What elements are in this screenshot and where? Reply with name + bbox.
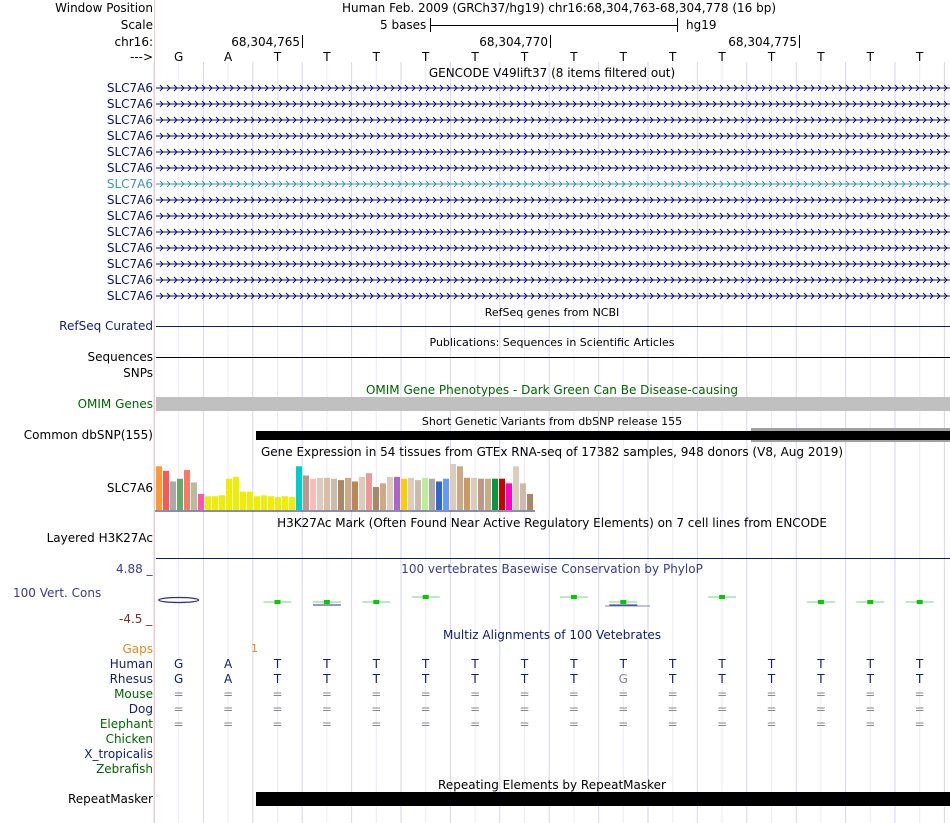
- gtex-tissue-bar[interactable]: [352, 481, 358, 510]
- gencode-transcript-label[interactable]: SLC7A6: [106, 241, 153, 255]
- phylop-score-mark: [867, 600, 873, 604]
- gtex-expression-chart[interactable]: [155, 460, 535, 512]
- multiz-base: T: [323, 672, 331, 686]
- gtex-tissue-bar[interactable]: [296, 466, 302, 510]
- multiz-base: =: [766, 702, 777, 716]
- multiz-base: =: [667, 702, 678, 716]
- scale-bar-left-tick: [430, 18, 431, 32]
- coordinate-label: 68,304,765: [231, 35, 300, 49]
- multiz-base: =: [272, 702, 283, 716]
- gencode-transcript-label[interactable]: SLC7A6: [106, 289, 153, 303]
- gencode-transcript-line[interactable]: [156, 99, 950, 109]
- multiz-base: =: [568, 687, 579, 701]
- phylop-max-label: 4.88 _: [116, 562, 153, 576]
- gencode-transcript-line[interactable]: [156, 243, 950, 253]
- multiz-base: =: [519, 717, 530, 731]
- gencode-transcript-line[interactable]: [156, 115, 950, 125]
- multiz-base: =: [815, 702, 826, 716]
- gtex-tissue-bar[interactable]: [450, 464, 456, 510]
- base-letter: T: [471, 50, 479, 64]
- gencode-transcript-label[interactable]: SLC7A6: [106, 209, 153, 223]
- gencode-transcript-label[interactable]: SLC7A6: [106, 225, 153, 239]
- multiz-base: =: [321, 687, 332, 701]
- gtex-tissue-bar[interactable]: [422, 478, 428, 510]
- omim-track-title: OMIM Gene Phenotypes - Dark Green Can Be Disease-causing: [365, 383, 739, 397]
- gencode-transcript-line[interactable]: [156, 163, 950, 173]
- phylop-score-mark: [719, 595, 725, 599]
- multiz-base: =: [815, 687, 826, 701]
- gtex-tissue-bar[interactable]: [317, 478, 323, 510]
- gtex-tissue-bar[interactable]: [520, 483, 526, 510]
- gtex-tissue-bar[interactable]: [254, 496, 260, 510]
- multiz-base: T: [767, 672, 776, 686]
- phylop-track-label[interactable]: 100 Vert. Cons: [13, 586, 102, 600]
- multiz-gap-marker: 1: [251, 642, 258, 655]
- multiz-species-label[interactable]: Zebrafish: [96, 762, 153, 776]
- gencode-transcript-line[interactable]: [156, 259, 950, 269]
- gtex-tissue-bar[interactable]: [464, 478, 470, 510]
- gtex-tissue-bar[interactable]: [331, 479, 337, 510]
- multiz-base: T: [372, 672, 380, 686]
- multiz-species-label[interactable]: Rhesus: [109, 672, 153, 686]
- multiz-base: =: [717, 717, 728, 731]
- gtex-tissue-bar[interactable]: [394, 477, 400, 510]
- refseq-track-line[interactable]: [156, 326, 950, 327]
- base-letter: T: [323, 50, 331, 64]
- multiz-track-title: Multiz Alignments of 100 Vetebrates: [442, 628, 662, 642]
- multiz-base: T: [520, 657, 529, 671]
- gtex-tissue-bar[interactable]: [499, 479, 505, 510]
- multiz-base: =: [173, 687, 184, 701]
- gtex-tissue-bar[interactable]: [247, 492, 253, 510]
- gencode-transcript-line[interactable]: [156, 147, 950, 157]
- publications-track-label[interactable]: Sequences: [87, 350, 153, 364]
- gtex-tissue-bar[interactable]: [205, 496, 211, 510]
- multiz-base: =: [667, 687, 678, 701]
- left-margin-divider: [154, 0, 155, 823]
- base-letter: T: [718, 50, 726, 64]
- multiz-base: T: [273, 657, 282, 671]
- scale-bar: [430, 25, 678, 26]
- omim-track-label[interactable]: OMIM Genes: [77, 397, 153, 411]
- multiz-base: =: [321, 702, 332, 716]
- gtex-tissue-bar[interactable]: [268, 496, 274, 510]
- gencode-transcript-label[interactable]: SLC7A6: [106, 193, 153, 207]
- gencode-transcript-line[interactable]: [156, 83, 950, 93]
- gencode-transcript-label[interactable]: SLC7A6: [106, 257, 153, 271]
- base-letter: T: [570, 50, 578, 64]
- gtex-tissue-bar[interactable]: [289, 497, 295, 510]
- refseq-track-title: RefSeq genes from NCBI: [484, 306, 620, 319]
- gtex-tissue-bar[interactable]: [457, 466, 463, 510]
- phylop-score-mark: [620, 600, 626, 604]
- multiz-base: =: [568, 702, 579, 716]
- multiz-base: =: [420, 702, 431, 716]
- gtex-tissue-bar[interactable]: [401, 479, 407, 510]
- gtex-tissue-bar[interactable]: [163, 471, 169, 510]
- multiz-base: T: [669, 672, 677, 686]
- gtex-tissue-bar[interactable]: [485, 479, 491, 510]
- gencode-transcript-line[interactable]: [156, 195, 950, 205]
- gencode-transcript-line[interactable]: [156, 227, 950, 237]
- gtex-tissue-bar[interactable]: [184, 470, 190, 510]
- phylop-conservation-plot[interactable]: [155, 580, 950, 620]
- multiz-species-label[interactable]: Mouse: [114, 687, 153, 701]
- gtex-tissue-bar[interactable]: [506, 483, 512, 510]
- multiz-base: T: [866, 672, 874, 686]
- multiz-base: G: [618, 672, 628, 686]
- multiz-base: T: [718, 657, 726, 671]
- multiz-base: T: [422, 672, 430, 686]
- multiz-base: =: [618, 687, 629, 701]
- multiz-base: =: [568, 717, 579, 731]
- base-letter: A: [223, 50, 233, 64]
- multiz-base: =: [519, 687, 530, 701]
- gtex-tissue-bar[interactable]: [191, 482, 197, 510]
- gtex-tissue-bar[interactable]: [429, 479, 435, 510]
- window-position-label: Window Position: [55, 1, 153, 15]
- multiz-base: =: [470, 702, 481, 716]
- repeatmasker-track-title: Repeating Elements by RepeatMasker: [438, 778, 666, 792]
- multiz-base: T: [767, 657, 776, 671]
- multiz-base: A: [223, 672, 233, 686]
- snps-track-label[interactable]: SNPs: [123, 366, 153, 380]
- multiz-base: =: [223, 702, 234, 716]
- gencode-transcript-label[interactable]: SLC7A6: [106, 273, 153, 287]
- multiz-base: A: [223, 657, 233, 671]
- multiz-base: T: [916, 672, 924, 686]
- multiz-base: T: [471, 672, 479, 686]
- gtex-tissue-bar[interactable]: [373, 487, 379, 510]
- gtex-tissue-bar[interactable]: [282, 496, 288, 510]
- publications-track-line[interactable]: [156, 357, 950, 358]
- refseq-track-label[interactable]: RefSeq Curated: [59, 319, 153, 333]
- base-letter: T: [767, 50, 776, 64]
- gtex-tissue-bar[interactable]: [275, 497, 281, 510]
- multiz-base: =: [272, 687, 283, 701]
- multiz-base: =: [371, 717, 382, 731]
- gtex-tissue-bar[interactable]: [359, 477, 365, 510]
- multiz-base: =: [223, 717, 234, 731]
- multiz-base: =: [914, 702, 925, 716]
- repeatmasker-element[interactable]: [256, 792, 950, 806]
- gtex-tissue-bar[interactable]: [177, 479, 183, 510]
- multiz-base: T: [570, 657, 578, 671]
- gtex-tissue-bar[interactable]: [156, 466, 162, 510]
- phylop-score-mark: [324, 600, 330, 604]
- base-letter: T: [372, 50, 380, 64]
- h3k27ac-track-baseline: [156, 558, 950, 559]
- gtex-tissue-bar[interactable]: [380, 483, 386, 510]
- gtex-tissue-bar[interactable]: [310, 479, 316, 510]
- multiz-base: T: [273, 672, 282, 686]
- repeatmasker-track-label[interactable]: RepeatMasker: [67, 792, 153, 806]
- multiz-base: T: [422, 657, 430, 671]
- gtex-tissue-bar[interactable]: [443, 479, 449, 510]
- multiz-base: =: [371, 702, 382, 716]
- multiz-species-label[interactable]: Human: [109, 657, 153, 671]
- h3k27ac-track-label[interactable]: Layered H3K27Ac: [46, 531, 153, 545]
- multiz-base: T: [520, 672, 529, 686]
- gtex-tissue-bar[interactable]: [527, 494, 533, 510]
- gencode-transcript-label[interactable]: SLC7A6: [106, 145, 153, 159]
- phylop-min-label: -4.5 _: [119, 612, 153, 626]
- multiz-base: =: [371, 687, 382, 701]
- gtex-tissue-bar[interactable]: [408, 478, 414, 510]
- gtex-tissue-bar[interactable]: [338, 480, 344, 510]
- multiz-species-label[interactable]: X_tropicalis: [84, 747, 153, 761]
- gtex-tissue-bar[interactable]: [303, 476, 309, 511]
- gencode-transcript-label[interactable]: SLC7A6: [106, 113, 153, 127]
- scale-label: Scale: [120, 18, 153, 32]
- phylop-score-mark: [373, 600, 379, 604]
- multiz-base: T: [866, 657, 874, 671]
- base-letter: T: [619, 50, 627, 64]
- window-position-value: Human Feb. 2009 (GRCh37/hg19) chr16:68,304,763-68,304,778 (16 bp): [342, 1, 777, 15]
- gencode-transcript-line[interactable]: [156, 275, 950, 285]
- scale-bar-right-tick: [677, 18, 678, 32]
- multiz-base: G: [174, 657, 184, 671]
- gtex-tissue-bar[interactable]: [261, 495, 267, 510]
- multiz-base: =: [766, 717, 777, 731]
- multiz-base: =: [173, 702, 184, 716]
- multiz-base: T: [718, 672, 726, 686]
- multiz-base: =: [865, 702, 876, 716]
- base-letter: T: [422, 50, 430, 64]
- coordinate-label: 68,304,775: [728, 35, 797, 49]
- gtex-track-title: Gene Expression in 54 tissues from GTEx RNA-seq of 17382 samples, 948 donors (V8, Aug 2019): [260, 445, 844, 459]
- gtex-tissue-bar[interactable]: [226, 479, 232, 510]
- multiz-base: =: [618, 717, 629, 731]
- gtex-tissue-bar[interactable]: [492, 479, 498, 510]
- phylop-score-mark: [275, 600, 281, 604]
- multiz-base: T: [817, 672, 825, 686]
- gencode-transcript-line[interactable]: [156, 211, 950, 221]
- phylop-score-mark: [423, 595, 429, 599]
- multiz-base: =: [914, 687, 925, 701]
- base-letter: T: [817, 50, 825, 64]
- strand-label: --->: [129, 50, 153, 64]
- multiz-species-label[interactable]: Elephant: [99, 717, 153, 731]
- multiz-base: =: [470, 687, 481, 701]
- base-letter: T: [273, 50, 282, 64]
- gencode-transcript-label[interactable]: SLC7A6: [106, 177, 153, 191]
- multiz-base: T: [817, 657, 825, 671]
- multiz-base: T: [471, 657, 479, 671]
- multiz-base: T: [323, 657, 331, 671]
- multiz-base: G: [174, 672, 184, 686]
- multiz-base: =: [223, 687, 234, 701]
- multiz-base: =: [865, 717, 876, 731]
- coordinate-tick: [302, 35, 303, 48]
- gtex-tissue-bar[interactable]: [233, 477, 239, 510]
- multiz-species-label[interactable]: Chicken: [105, 732, 153, 746]
- multiz-base: =: [272, 717, 283, 731]
- multiz-base: =: [470, 717, 481, 731]
- gtex-tissue-bar[interactable]: [366, 473, 372, 510]
- gtex-tissue-bar[interactable]: [471, 478, 477, 510]
- multiz-base: =: [173, 717, 184, 731]
- scale-text: 5 bases: [380, 18, 427, 32]
- multiz-base: T: [619, 657, 627, 671]
- gencode-transcript-label[interactable]: SLC7A6: [106, 129, 153, 143]
- multiz-base: =: [815, 717, 826, 731]
- dbsnp-track-title: Short Genetic Variants from dbSNP release 155: [421, 415, 683, 428]
- base-letter: T: [669, 50, 677, 64]
- gtex-tissue-bar[interactable]: [436, 481, 442, 510]
- gtex-tissue-bar[interactable]: [240, 492, 246, 510]
- multiz-base: =: [717, 702, 728, 716]
- multiz-base: T: [669, 657, 677, 671]
- multiz-base: T: [570, 672, 578, 686]
- base-letter: T: [866, 50, 874, 64]
- coordinate-tick: [799, 35, 800, 48]
- gtex-tissue-bar[interactable]: [513, 466, 519, 510]
- phylop-score-mark: [159, 598, 199, 603]
- phylop-track-title: 100 vertebrates Basewise Conservation by PhyloP: [401, 562, 703, 576]
- gtex-tissue-bar[interactable]: [324, 478, 330, 510]
- scale-assembly: hg19: [686, 18, 717, 32]
- multiz-base: =: [321, 717, 332, 731]
- gencode-transcript-line[interactable]: [156, 179, 950, 189]
- gtex-track-label[interactable]: SLC7A6: [106, 481, 153, 495]
- multiz-species-label[interactable]: Dog: [128, 702, 153, 716]
- dbsnp-track-label[interactable]: Common dbSNP(155): [23, 428, 153, 442]
- gencode-transcript-line[interactable]: [156, 291, 950, 301]
- multiz-base: =: [618, 702, 629, 716]
- multiz-base: =: [420, 687, 431, 701]
- gtex-tissue-bar[interactable]: [345, 478, 351, 510]
- base-letter: G: [174, 50, 184, 64]
- gtex-tissue-bar[interactable]: [212, 496, 218, 510]
- multiz-gaps-label[interactable]: Gaps: [122, 642, 153, 656]
- gtex-tissue-bar[interactable]: [198, 494, 204, 510]
- gtex-tissue-bar[interactable]: [387, 477, 393, 510]
- multiz-base: =: [420, 717, 431, 731]
- base-letter: T: [916, 50, 924, 64]
- multiz-base: =: [865, 687, 876, 701]
- gencode-transcript-label[interactable]: SLC7A6: [106, 81, 153, 95]
- base-letter: T: [520, 50, 529, 64]
- gtex-tissue-bar[interactable]: [219, 495, 225, 510]
- phylop-score-mark: [818, 600, 824, 604]
- h3k27ac-track-title: H3K27Ac Mark (Often Found Near Active Regulatory Elements) on 7 cell lines from ENCODE: [277, 516, 827, 530]
- coordinate-tick: [550, 35, 551, 48]
- multiz-base: =: [519, 702, 530, 716]
- gtex-tissue-bar[interactable]: [478, 479, 484, 510]
- gencode-transcript-line[interactable]: [156, 131, 950, 141]
- dbsnp-variant-black[interactable]: [256, 431, 950, 440]
- coordinate-label: 68,304,770: [479, 35, 548, 49]
- multiz-base: =: [914, 717, 925, 731]
- multiz-base: =: [766, 687, 777, 701]
- chrom-label: chr16:: [114, 35, 153, 49]
- multiz-base: =: [717, 687, 728, 701]
- gencode-transcript-label[interactable]: SLC7A6: [106, 161, 153, 175]
- gencode-transcript-label[interactable]: SLC7A6: [106, 97, 153, 111]
- multiz-base: T: [916, 657, 924, 671]
- gtex-tissue-bar[interactable]: [415, 480, 421, 510]
- phylop-score-mark: [917, 600, 923, 604]
- publications-track-title: Publications: Sequences in Scientific Articles: [429, 336, 675, 349]
- phylop-score-mark: [571, 595, 577, 599]
- gtex-tissue-bar[interactable]: [170, 481, 176, 510]
- multiz-base: T: [372, 657, 380, 671]
- gencode-track-title: GENCODE V49lift37 (8 items filtered out): [428, 66, 676, 80]
- multiz-base: =: [667, 717, 678, 731]
- omim-track-bar[interactable]: [156, 397, 950, 411]
